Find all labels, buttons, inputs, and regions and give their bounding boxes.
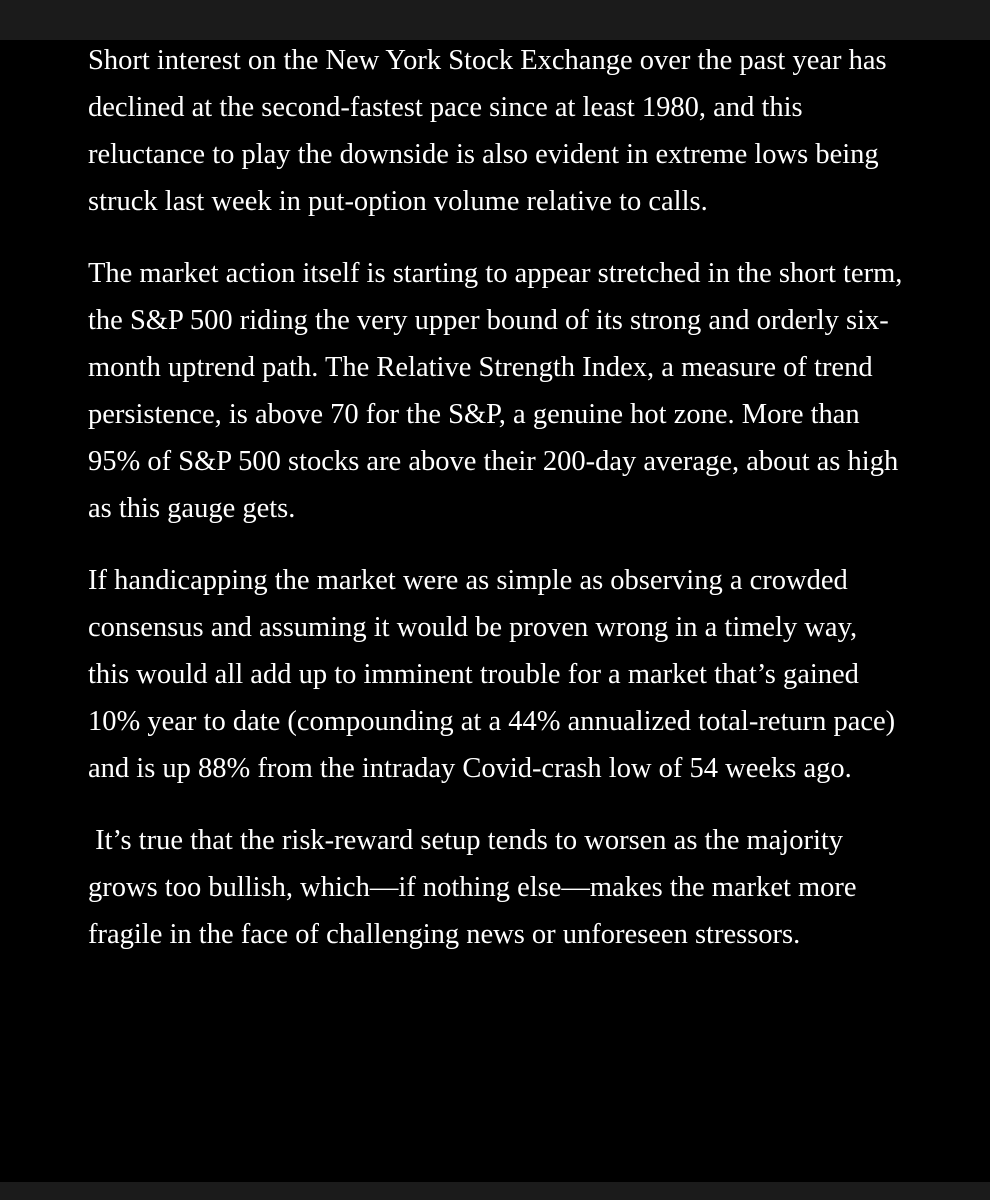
top-chrome-bar [0,0,990,40]
article-body [88,37,903,983]
article-paragraph-1: Short interest on the New York Stock Exchange over the past year has declined at the second-fastest pace since at least 1980, and this reluctance to play the downside is also evident in extreme lows being struck last week in put-option volume relative to calls. [88,45,887,217]
bottom-chrome-bar [0,1182,990,1200]
article-paragraph-2: The market action itself is starting to appear stretched in the short term, the S&P 500 riding the very upper bound of its strong and orderly six-month uptrend path. The Relative Strength Index, a measure of trend persistence, is above 70 for the S&P, a genuine hot zone. More than 95% of S&P 500 stocks are above their 200-day average, about as high as this gauge gets. [88,258,903,524]
article-paragraph-3: If handicapping the market were as simple as observing a crowded consensus and assuming it would be proven wrong in a timely way, this would all add up to imminent trouble for a market that’s gained 10% year to date (compounding at a 44% annualized total-return pace) and is up 88% from the intraday Covid-crash low of 54 weeks ago. [88,565,896,784]
article-paragraph-4: It’s true that the risk-reward setup tends to worsen as the majority grows too bullish, which—if nothing else—makes the market more fragile in the face of challenging news or unforeseen stressors. [88,825,857,950]
